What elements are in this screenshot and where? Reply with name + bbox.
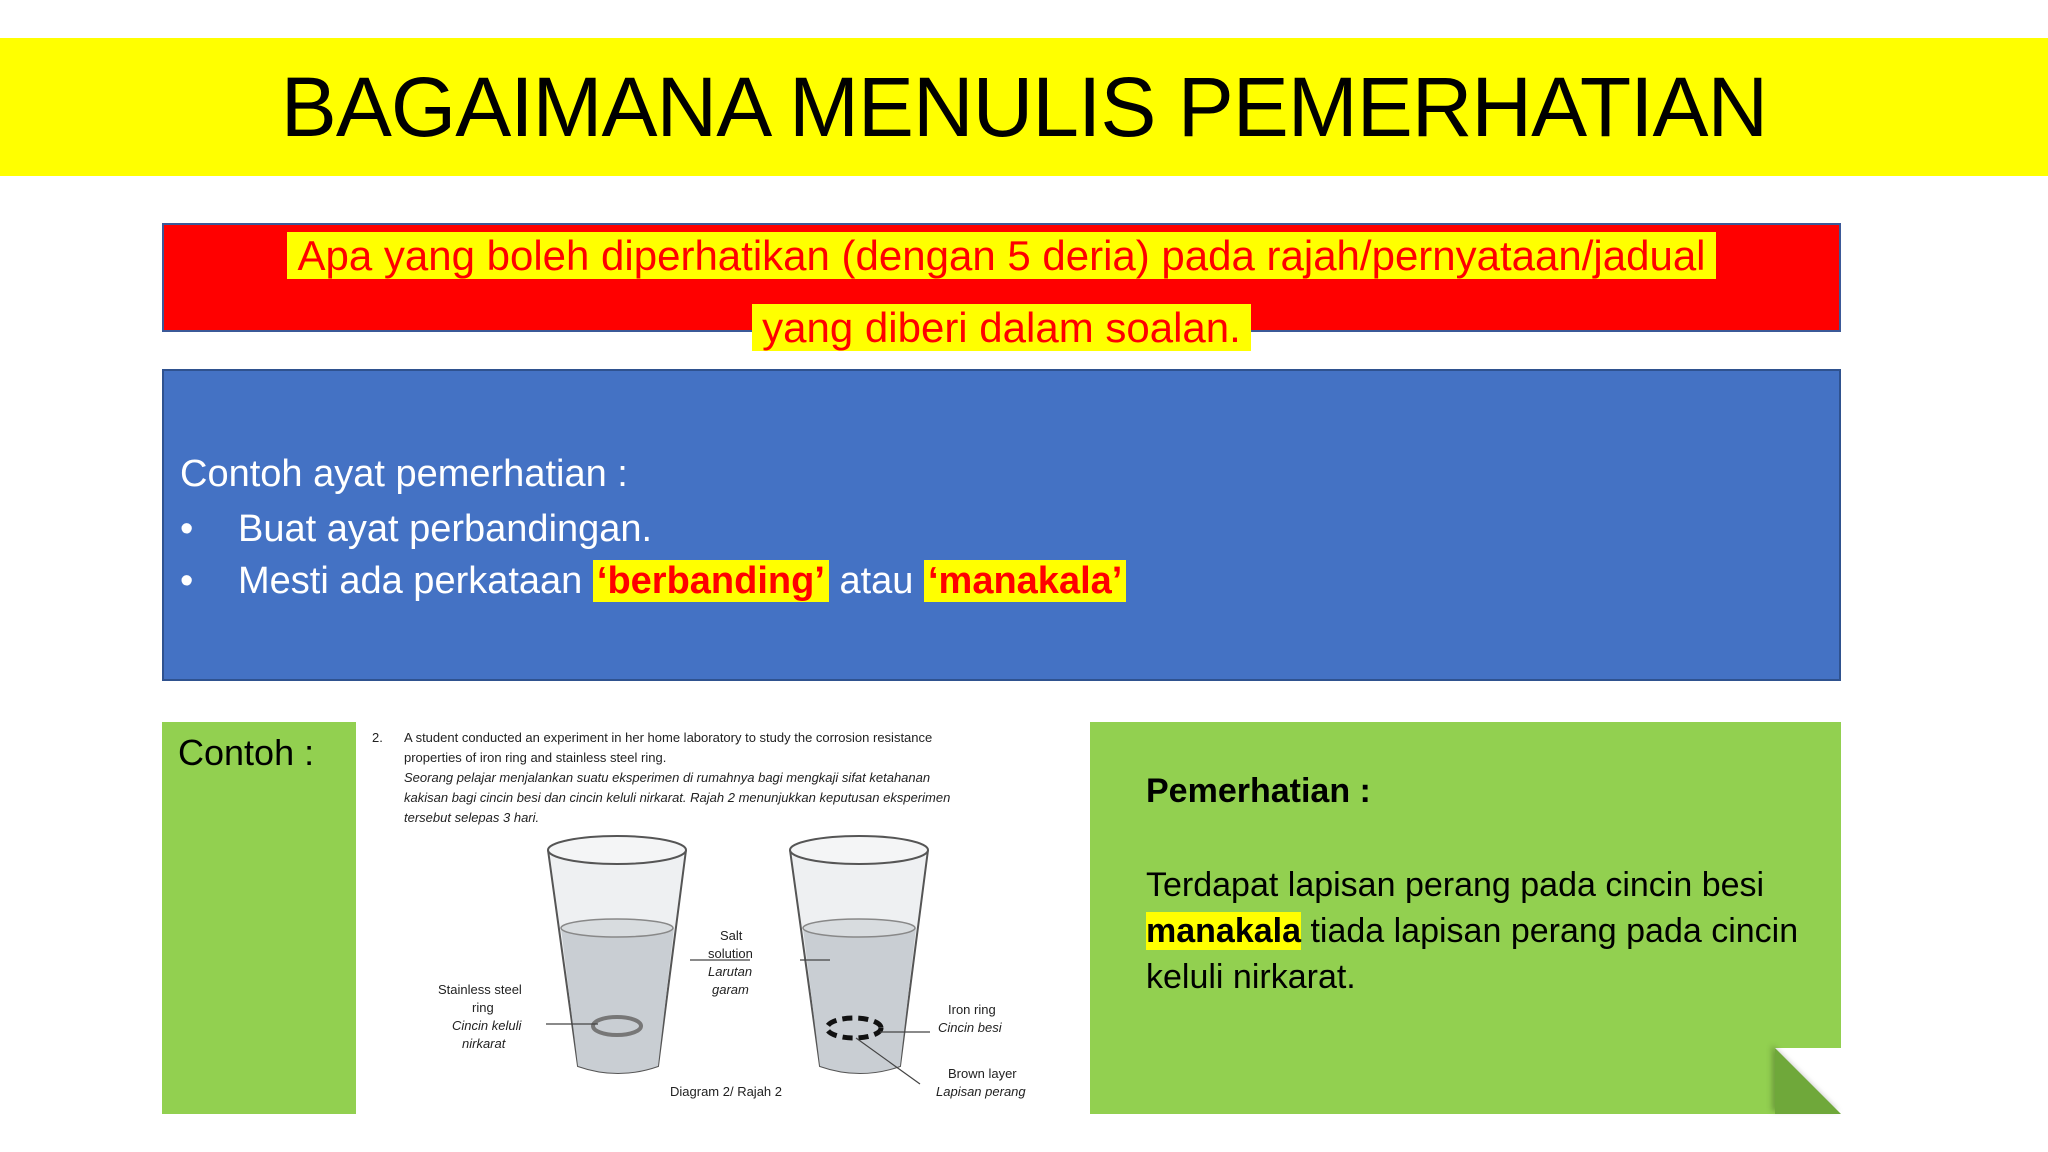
label-iron-en: Iron ring bbox=[948, 1002, 996, 1017]
beaker-right bbox=[790, 836, 928, 1073]
experiment-diagram bbox=[360, 722, 1082, 1114]
title-bar bbox=[0, 38, 2048, 176]
experiment-diagram-svg bbox=[360, 722, 1082, 1114]
keyword-berbanding: ‘berbanding’ bbox=[593, 560, 829, 602]
slide-title: BAGAIMANA MENULIS PEMERHATIAN bbox=[280, 59, 1768, 154]
bullet-icon: • bbox=[180, 508, 194, 550]
label-salt-ms-1: Larutan bbox=[708, 964, 753, 979]
beaker-left bbox=[548, 836, 686, 1073]
observation-keyword: manakala bbox=[1146, 912, 1301, 950]
example-intro: Contoh ayat pemerhatian : bbox=[180, 453, 628, 495]
label-brown-en: Brown layer bbox=[948, 1066, 1017, 1081]
question-text-ms-2: kakisan bagi cincin besi dan cincin keluli nirkarat. Rajah 2 menunjukkan keputusan eksperimen bbox=[404, 790, 951, 805]
question-text-ms-1: Seorang pelajar menjalankan suatu eksperimen di rumahnya bagi mengkaji sifat ketahanan bbox=[404, 770, 931, 785]
question-text-en-1: A student conducted an experiment in her home laboratory to study the corrosion resistance bbox=[404, 730, 933, 745]
bullet-icon: • bbox=[180, 560, 194, 602]
question-line-2: yang diberi dalam soalan. bbox=[752, 304, 1251, 351]
question-box bbox=[162, 223, 1841, 351]
observation-text bbox=[1146, 862, 1806, 1000]
observation-title: Pemerhatian : bbox=[1146, 772, 1371, 810]
observation-box bbox=[1090, 722, 1841, 1114]
label-stainless-en-1: Stainless steel bbox=[438, 982, 522, 997]
keyword-manakala: ‘manakala’ bbox=[924, 560, 1126, 602]
observation-text-post: tiada lapisan perang pada cincin keluli nirkarat. bbox=[1146, 912, 1799, 996]
label-salt-en-2: solution bbox=[708, 946, 753, 961]
example-sentence-box bbox=[162, 369, 1841, 681]
diagram-caption: Diagram 2/ Rajah 2 bbox=[670, 1084, 782, 1099]
page-curl-icon bbox=[1775, 1048, 1841, 1114]
bullet-text-comparison: Buat ayat perbandingan. bbox=[238, 508, 653, 550]
question-text-en-2: properties of iron ring and stainless steel ring. bbox=[404, 750, 667, 765]
bullet-text-keywords: Mesti ada perkataan bbox=[238, 560, 583, 602]
label-stainless-en-2: ring bbox=[472, 1000, 494, 1015]
list-item bbox=[180, 503, 1126, 555]
label-brown-ms: Lapisan perang bbox=[936, 1084, 1026, 1099]
label-stainless-ms-2: nirkarat bbox=[462, 1036, 506, 1051]
question-line-1: Apa yang boleh diperhatikan (dengan 5 deria) pada rajah/pernyataan/jadual bbox=[287, 232, 1715, 279]
example-bullet-list bbox=[180, 503, 1126, 607]
example-label: Contoh : bbox=[178, 732, 315, 773]
label-stainless-ms-1: Cincin keluli bbox=[452, 1018, 522, 1033]
example-label-box bbox=[162, 722, 356, 1114]
label-salt-en-1: Salt bbox=[720, 928, 743, 943]
observation-text-pre: Terdapat lapisan perang pada cincin besi bbox=[1146, 866, 1765, 904]
question-number: 2. bbox=[372, 730, 383, 745]
label-iron-ms: Cincin besi bbox=[938, 1020, 1002, 1035]
list-item bbox=[180, 555, 1126, 607]
question-text-ms-3: tersebut selepas 3 hari. bbox=[404, 810, 540, 825]
bullet-text-or: atau bbox=[839, 560, 914, 602]
label-salt-ms-2: garam bbox=[712, 982, 749, 997]
